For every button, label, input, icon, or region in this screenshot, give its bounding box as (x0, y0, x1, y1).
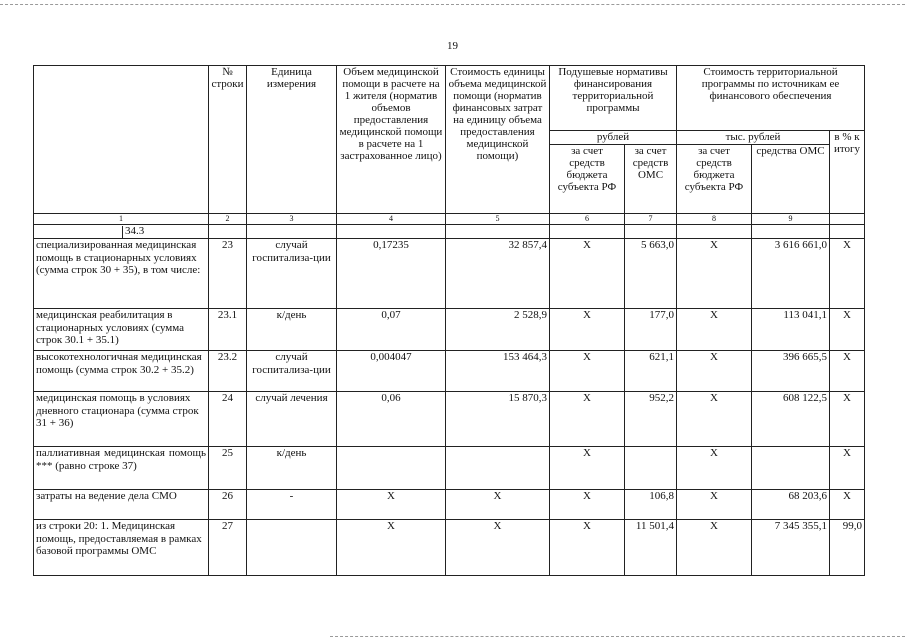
row-oms-total: 7 345 355,1 (752, 520, 830, 576)
row-unit: случай госпитализа-ции (247, 239, 337, 309)
row-oms: 177,0 (625, 309, 677, 351)
row-budget-total: Х (677, 520, 752, 576)
table-row (34, 309, 865, 351)
row-percent: Х (830, 309, 865, 351)
row-number: 25 (209, 447, 247, 490)
row-number: 27 (209, 520, 247, 576)
col-number: 3 (247, 214, 337, 225)
header-percent-of-total: в % к итогу (830, 131, 865, 214)
col-number: 1 (34, 214, 209, 225)
row-percent: Х (830, 239, 865, 309)
row-cost: 15 870,3 (446, 392, 550, 447)
tag-label: 34.3 (122, 226, 146, 238)
row-name: медицинская реабилитация в стационарных условиях (сумма строк 30.1 + 35.1) (34, 309, 209, 351)
header-oms: за счет средств ОМС (625, 145, 677, 214)
row-budget: Х (550, 447, 625, 490)
row-name: высокотехнологичная медицинская помощь (сумма строк 30.2 + 35.2) (34, 351, 209, 392)
header-oms-funds: средства ОМС (752, 145, 830, 214)
row-cost: 153 464,3 (446, 351, 550, 392)
row-volume: 0,004047 (337, 351, 446, 392)
row-oms: 11 501,4 (625, 520, 677, 576)
row-unit: случай госпитализа-ции (247, 351, 337, 392)
row-oms-total: 608 122,5 (752, 392, 830, 447)
row-name: из строки 20: 1. Медицинская помощь, предоставляемая в рамках базовой программы ОМС (34, 520, 209, 576)
header-rubles: рублей (550, 131, 677, 145)
header-unit: Единица измерения (247, 66, 337, 214)
col-number: 9 (752, 214, 830, 225)
row-oms: 621,1 (625, 351, 677, 392)
row-number: 23.2 (209, 351, 247, 392)
row-name: затраты на ведение дела СМО (34, 490, 209, 520)
col-number: 7 (625, 214, 677, 225)
row-oms (625, 447, 677, 490)
row-cost: 32 857,4 (446, 239, 550, 309)
row-percent: Х (830, 351, 865, 392)
row-percent: Х (830, 447, 865, 490)
col-number: 8 (677, 214, 752, 225)
row-budget: Х (550, 239, 625, 309)
financing-table (33, 65, 865, 576)
table-row (34, 490, 865, 520)
row-cost: Х (446, 520, 550, 576)
row-number: 26 (209, 490, 247, 520)
row-budget-total: Х (677, 392, 752, 447)
table-row (34, 520, 865, 576)
scan-edge-bottom (330, 636, 905, 637)
row-oms: 106,8 (625, 490, 677, 520)
row-cost (446, 447, 550, 490)
row-budget-total: Х (677, 490, 752, 520)
row-oms: 952,2 (625, 392, 677, 447)
row-budget: Х (550, 309, 625, 351)
header-unit-cost: Стоимость единицы объема медицинской помощи (норматив финансовых затрат на единицу объема предоставления медицинской помощи) (446, 66, 550, 214)
row-volume: Х (337, 490, 446, 520)
row-budget: Х (550, 490, 625, 520)
row-oms-total: 3 616 661,0 (752, 239, 830, 309)
header-per-capita: Подушевые нормативы финансирования территориальной программы (550, 66, 677, 131)
header-thousand-rubles: тыс. рублей (677, 131, 830, 145)
row-volume (337, 447, 446, 490)
tag-cell (34, 225, 209, 239)
row-name: специализированная медицинская помощь в стационарных условиях (сумма строк 30 + 35), в том числе: (34, 239, 209, 309)
row-volume: 0,17235 (337, 239, 446, 309)
page-number: 19 (447, 40, 458, 52)
row-unit: - (247, 490, 337, 520)
scan-edge-top (0, 4, 905, 5)
table-row (34, 392, 865, 447)
row-cost: Х (446, 490, 550, 520)
row-name: паллиативная медицинская помощь *** (равно строке 37) (34, 447, 209, 490)
row-name: медицинская помощь в условиях дневного стационара (сумма строк 31 + 36) (34, 392, 209, 447)
row-budget-total: Х (677, 239, 752, 309)
row-oms-total: 396 665,5 (752, 351, 830, 392)
row-unit: к/день (247, 447, 337, 490)
row-cost: 2 528,9 (446, 309, 550, 351)
row-oms-total: 113 041,1 (752, 309, 830, 351)
row-budget: Х (550, 392, 625, 447)
row-volume: 0,07 (337, 309, 446, 351)
row-budget: Х (550, 351, 625, 392)
row-percent: 99,0 (830, 520, 865, 576)
row-oms-total: 68 203,6 (752, 490, 830, 520)
header-name-cell (34, 66, 209, 214)
table-row (34, 239, 865, 309)
col-number: 5 (446, 214, 550, 225)
row-budget: Х (550, 520, 625, 576)
row-oms: 5 663,0 (625, 239, 677, 309)
header-row-number: № строки (209, 66, 247, 214)
col-number: 4 (337, 214, 446, 225)
row-budget-total: Х (677, 309, 752, 351)
row-number: 24 (209, 392, 247, 447)
row-number: 23 (209, 239, 247, 309)
row-volume: 0,06 (337, 392, 446, 447)
col-number: 6 (550, 214, 625, 225)
table-row (34, 447, 865, 490)
table-row (34, 351, 865, 392)
column-number-row (34, 214, 865, 225)
header-budget-rf: за счет средств бюджета субъекта РФ (550, 145, 625, 214)
row-unit (247, 520, 337, 576)
col-number: 2 (209, 214, 247, 225)
header-budget-rf-2: за счет средств бюджета субъекта РФ (677, 145, 752, 214)
row-oms-total (752, 447, 830, 490)
row-budget-total: Х (677, 351, 752, 392)
row-budget-total: Х (677, 447, 752, 490)
row-percent: Х (830, 490, 865, 520)
row-percent: Х (830, 392, 865, 447)
row-number: 23.1 (209, 309, 247, 351)
row-unit: к/день (247, 309, 337, 351)
row-unit: случай лечения (247, 392, 337, 447)
header-program-cost: Стоимость территориальной программы по источникам ее финансового обеспечения (677, 66, 865, 131)
header-volume: Объем медицинской помощи в расчете на 1 жителя (норматив объемов предоставления медицинской помощи в расчете на 1 застрахованное лицо) (337, 66, 446, 214)
row-volume: Х (337, 520, 446, 576)
